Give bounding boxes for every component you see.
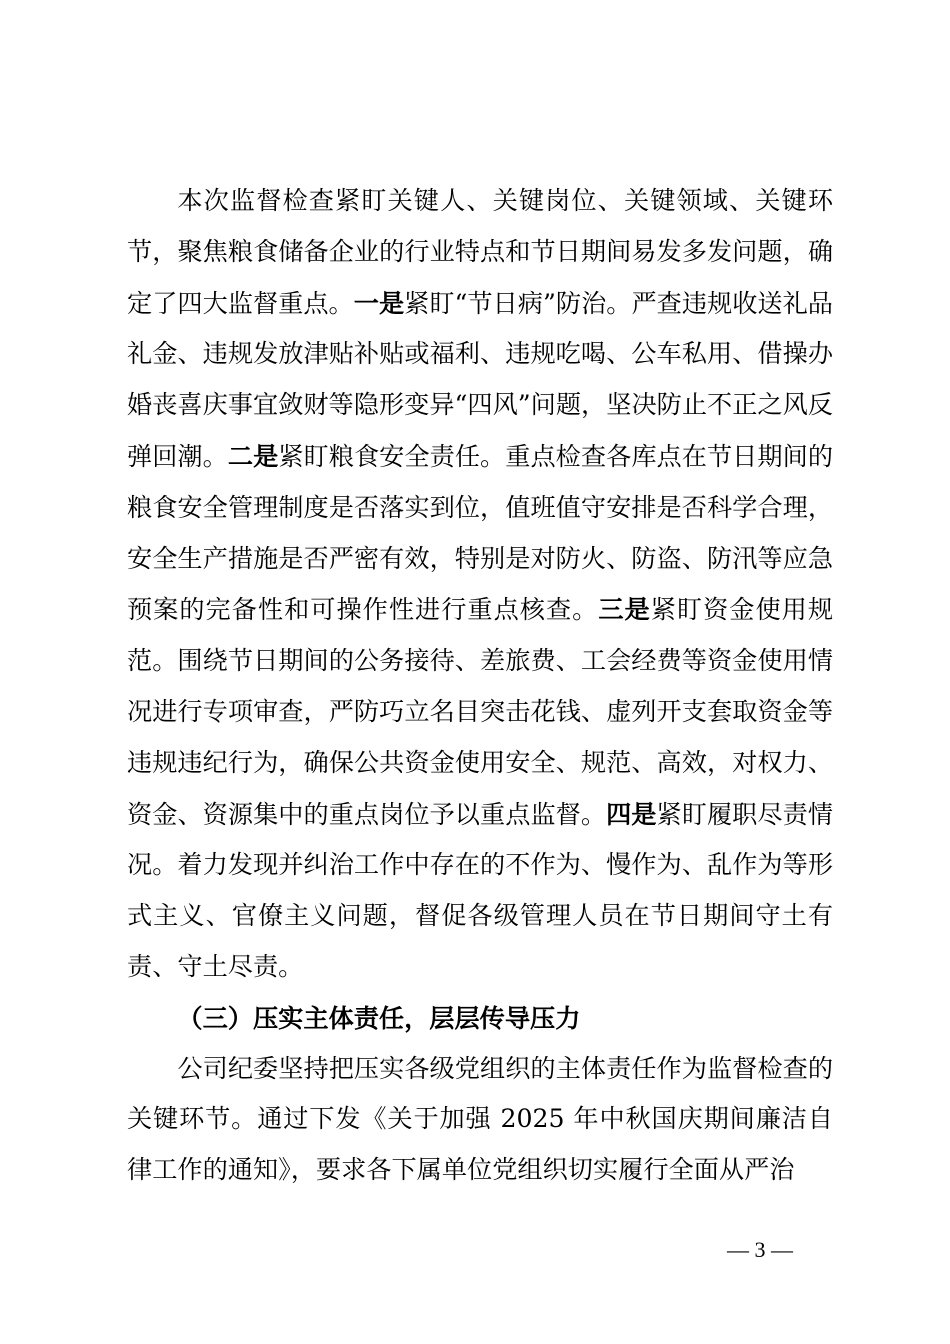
point-4-label: 四是 [606,798,657,829]
paragraph-responsibility: 公司纪委坚持把压实各级党组织的主体责任作为监督检查的关键环节。通过下发《关于加强 2025 年中秋国庆期间廉洁自律工作的通知》，要求各下属单位党组织切实履行全面从严治 [127,1053,833,1185]
section-3-heading: （三）压实主体责任，层层传导压力 [177,1002,581,1033]
paragraph-intro-text: 本次监督检查紧盯关键人、关键岗位、关键领域、关键环节，聚焦粮食储备企业的行业特点和节日期间易发多发问题，确定了四大监督重点。 [127,186,833,318]
paragraph-supervision-focus [127,176,833,993]
point-3-text: 紧盯资金使用规范。围绕节日期间的公务接待、差旅费、工会经费等资金使用情况进行专项审查，严防巧立名目突击花钱、虚列开支套取资金等违规违纪行为，确保公共资金使用安全、规范、高效，对权力、资金、资源集中的重点岗位予以重点监督。 [127,595,834,829]
point-3-label: 三是 [598,594,651,625]
point-4-text: 紧盯履职尽责情况。着力发现并纠治工作中存在的不作为、慢作为、乱作为等形式主义、官僚主义问题，督促各级管理人员在节日期间守土有责、守土尽责。 [127,799,834,981]
point-1-text: 紧盯“节日病”防治。严查违规收送礼品礼金、违规发放津贴补贴或福利、违规吃喝、公车私用、借操办婚丧喜庆事宜敛财等隐形变异“四风”问题，坚决防止不正之风反弹回潮。 [127,288,833,471]
document-body [127,176,833,1196]
point-2-text: 紧盯粮食安全责任。重点检查各库点在节日期间的粮食安全管理制度是否落实到位，值班值守安排是否科学合理，安全生产措施是否严密有效，特别是对防火、防盗、防汛等应急预案的完备性和可操作性进行重点核查。 [127,441,834,625]
point-2-label: 二是 [227,440,279,471]
page-number: — 3 — [727,1237,793,1262]
point-1-label: 一是 [353,287,405,318]
